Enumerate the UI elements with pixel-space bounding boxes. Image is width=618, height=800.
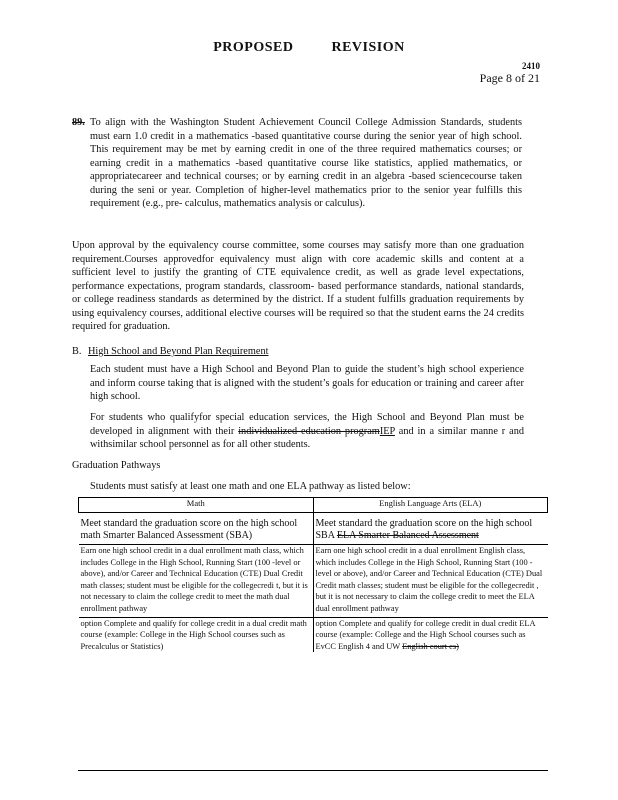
header-ela: English Language Arts (ELA) <box>313 498 548 513</box>
item-marker: 89. <box>72 117 85 128</box>
title-proposed: PROPOSED <box>213 40 294 55</box>
hsbp-paragraph: Each student must have a High School and Beyond Plan to guide the student’s high school experience and inform course taking that is aligned with the student’s goals for education or training and career after high school. <box>90 364 524 402</box>
table-bottom-border <box>78 770 548 771</box>
section-b-label: B. <box>72 346 82 357</box>
ela-sba-cell: Meet standard the graduation score on the high school SBA ELA Smarter Balanced Assessment <box>313 513 548 545</box>
inserted-text: IEP <box>379 425 395 437</box>
math-dual-credit-cell: option Complete and qualify for college credit in a dual credit math course (example: College in the High School courses such as Precalculus or Statistics) <box>80 618 307 651</box>
graduation-pathways-table <box>78 497 548 652</box>
math-dual-enrollment-cell: Earn one high school credit in a dual enrollment math class, which includes College in the High School, Running Start (100 -level or above), and/or Career and Technical Education (CTE) Dual Credit math classes; student must be eligible for the collegecredi t, but it is not necessary to claim the college credit to meet the math dual enrollment pathway <box>79 545 314 618</box>
ela-dual-credit-cell: option Complete and qualify for college credit in dual credit ELA course (example: College and the High School courses such as EvCC English 4 and UW English court es) <box>313 617 548 652</box>
document-number: 2410 <box>522 61 540 71</box>
pathways-intro: Students must satisfy at least one math and one ELA pathway as listed below: <box>90 481 411 492</box>
header-math: Math <box>79 498 314 513</box>
item-8-text: To align with the Washington Student Achievement Council College Admission Standards, students must earn 1.0 credit in a mathematics -based quantitative course during the senior year of high school. This requirement may be met by earning credit in one of the three required mathematics courses; or earning credit in a mathematics -based quantitative course like statistics, applied mathematics, or appropriatecareer and technical courses; or by earning credit in an algebra -based sciencecourse taken during the seni or year. Completion of higher-level mathematics prior to the senior year fulfills this requirement (e.g., pre- calculus, mathematics analysis or calculus). <box>90 117 522 209</box>
struck-text: individualized education program <box>238 425 380 437</box>
title-revision: REVISION <box>331 40 405 55</box>
page-title <box>0 40 618 56</box>
special-ed-paragraph: For students who qualifyfor special education services, the High School and Beyond Plan must be developed in alignment with their individualized education programIEP and in a similar manne r and withsimilar school personnel as for all other students. <box>90 412 524 450</box>
page-number: Page 8 of 21 <box>479 71 540 85</box>
section-b-heading: High School and Beyond Plan Requirement <box>88 346 269 357</box>
math-sba-cell: Meet standard the graduation score on the high school math Smarter Balanced Assessment (SBA) <box>79 513 314 545</box>
equivalency-paragraph: Upon approval by the equivalency course committee, some courses may satisfy more than one graduation requirement.Courses approvedfor equivalency must align with core academic skills and content at a sufficient level to justify the granting of CTE equivalence credit, as well as grade level expectations, performance expectations, program standards, classroom- based performance standards, national standards, or college readiness standards as determined by the district. If a student fulfills graduation requirements by using equivalency courses, additional elective courses will be required so that the student earns the 24 credits required for graduation. <box>72 240 524 332</box>
section-c-heading: Graduation Pathways <box>72 460 161 471</box>
ela-dual-enrollment-cell: Earn one high school credit in a dual enrollment English class, which includes College in the High School, Running Start (100 -level or above), and/or Career and Technical Education (CTE) Dual Credit math classes; student must be eligible for the collegecredit , but it is not necessary to claim the college credit to meet the ELA dual enrollment pathway <box>313 545 548 618</box>
